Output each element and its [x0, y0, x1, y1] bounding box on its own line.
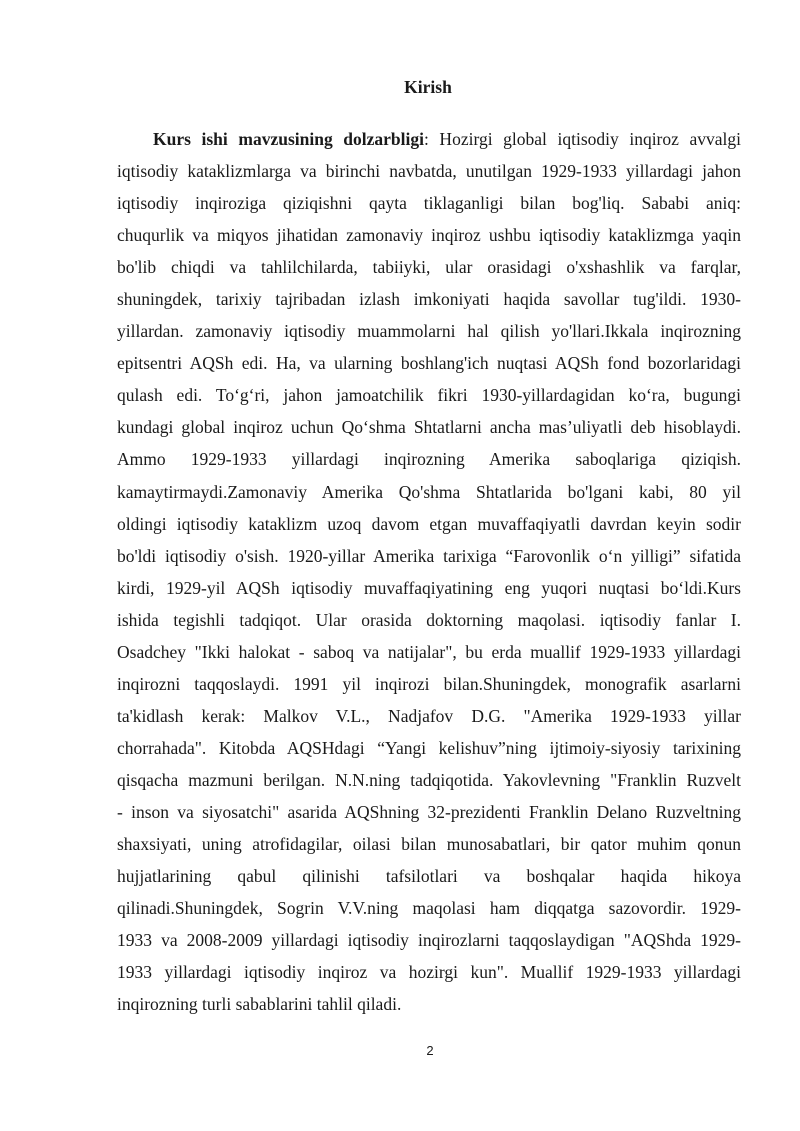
text-line: shuningdek, tarixiy tajribadan izlash imkoniyati haqida savollar tug'ildi. 1930- [117, 289, 741, 310]
text-line: - inson va siyosatchi" asarida AQShning 32-prezidenti Franklin Delano Ruzveltning [117, 801, 741, 822]
text-line: kamaytirmaydi.Zamonaviy Amerika Qo'shma Shtatlarida bo'lgani kabi, 80 yil [117, 481, 741, 502]
text-line: qilinadi.Shuningdek, Sogrin V.V.ning maqolasi ham diqqatga sazovordir. 1929- [117, 898, 741, 919]
text-line [117, 123, 741, 155]
text-line: iqtisodiy inqiroziga qiziqishni qayta tiklaganligi bilan bog'liq. Sababi aniq: [117, 193, 741, 214]
text-line: ishida tegishli tadqiqot. Ular orasida doktorning maqolasi. iqtisodiy fanlar I. [117, 609, 741, 630]
text-line: yillardan. zamonaviy iqtisodiy muammolarni hal qilish yo'llari.Ikkala inqirozning [117, 321, 741, 342]
text-line: 1933 va 2008-2009 yillardagi iqtisodiy inqirozlarni taqqoslaydigan "AQShda 1929- [117, 930, 741, 951]
text-line: bo'ldi iqtisodiy o'sish. 1920-yillar Amerika tarixiga “Farovonlik o‘n yilligi” sifatida [117, 545, 741, 566]
text-line: shaxsiyati, uning atrofidagilar, oilasi bilan munosabatlari, bir qator muhim qonun [117, 834, 741, 855]
text-line: inqirozni taqqoslaydi. 1991 yil inqirozi bilan.Shuningdek, monografik asarlarni [117, 673, 741, 694]
text-line: iqtisodiy kataklizmlarga va birinchi navbatda, unutilgan 1929-1933 yillardagi jahon [117, 161, 741, 182]
page-number: 2 [426, 1043, 434, 1058]
text-line: chuqurlik va miqyos jihatidan zamonaviy inqiroz ushbu iqtisodiy kataklizmga yaqin [117, 225, 741, 246]
page-title: Kirish [404, 77, 452, 97]
text-line: bo'lib chiqdi va tahlilchilarda, tabiiyki, ular orasidagi o'xshashlik va farqlar, [117, 257, 741, 278]
text-line: qisqacha mazmuni berilgan. N.N.ning tadqiqotida. Yakovlevning "Franklin Ruzvelt [117, 769, 741, 790]
lead-phrase: Kurs ishi mavzusining dolzarbligi [153, 129, 424, 149]
text-line: qulash edi. To‘g‘ri, jahon jamoatchilik fikri 1930-yillardagidan ko‘ra, bugungi [117, 385, 741, 406]
body-paragraph [117, 123, 741, 1020]
text-line-content: : Hozirgi global iqtisodiy inqiroz avvalgi [423, 129, 741, 149]
text-line: kundagi global inqiroz uchun Qo‘shma Shtatlarni ancha mas’uliyatli deb hisoblaydi. [117, 417, 741, 438]
text-line: ta'kidlash kerak: Malkov V.L., Nadjafov D.G. "Amerika 1929-1933 yillar [117, 705, 741, 726]
text-line: kirdi, 1929-yil AQSh iqtisodiy muvaffaqiyatining eng yuqori nuqtasi bo‘ldi.Kurs [117, 577, 741, 598]
text-line: oldingi iqtisodiy kataklizm uzoq davom etgan muvaffaqiyatli davrdan keyin sodir [117, 513, 741, 534]
text-line: epitsentri AQSh edi. Ha, va ularning boshlang'ich nuqtasi AQSh fond bozorlaridagi [117, 353, 741, 374]
text-line: Ammo 1929-1933 yillardagi inqirozning Amerika saboqlariga qiziqish. [117, 449, 741, 470]
text-line: 1933 yillardagi iqtisodiy inqiroz va hozirgi kun". Muallif 1929-1933 yillardagi [117, 962, 741, 983]
text-line: inqirozning turli sabablarini tahlil qiladi. [117, 994, 402, 1015]
text-line: Osadchey "Ikki halokat - saboq va natijalar", bu erda muallif 1929-1933 yillardagi [117, 641, 741, 662]
text-line: chorrahada". Kitobda AQSHdagi “Yangi kelishuv”ning ijtimoiy-siyosiy tarixining [117, 737, 741, 758]
text-line: hujjatlarining qabul qilinishi tafsilotlari va boshqalar haqida hikoya [117, 866, 741, 887]
